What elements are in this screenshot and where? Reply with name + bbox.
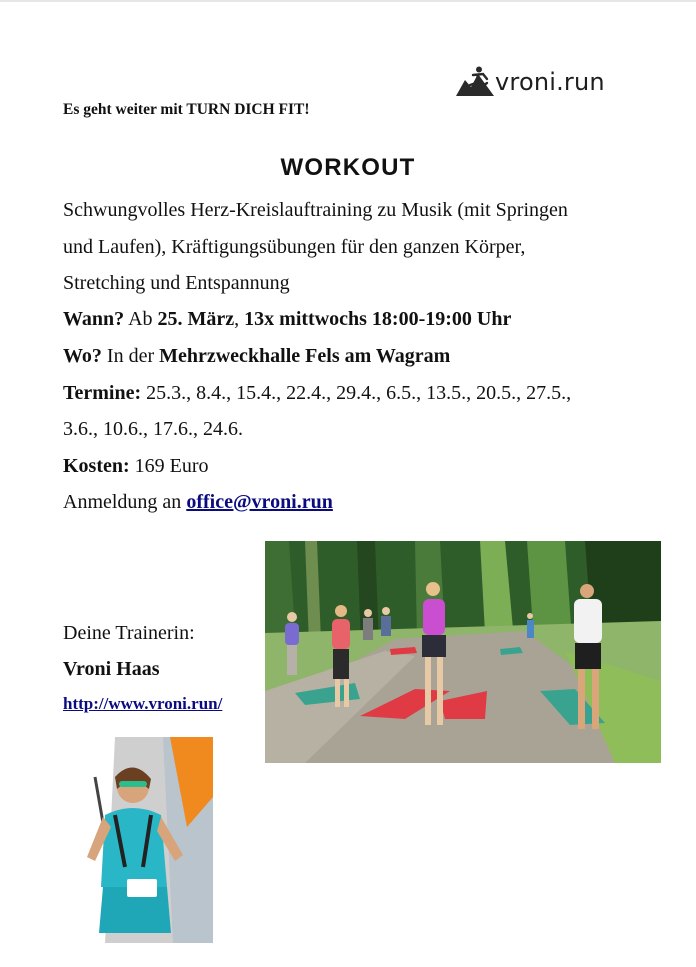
dates-line-2: 3.6., 10.6., 17.6., 24.6. — [63, 418, 243, 440]
signup-row — [63, 491, 333, 514]
trainer-label: Deine Trainerin: — [63, 622, 195, 644]
where-place: Mehrzweckhalle Fels am Wagram — [159, 345, 451, 367]
runner-mountain-icon — [456, 66, 494, 100]
intro-text: Es geht weiter mit TURN DICH FIT! — [63, 101, 310, 118]
dates-row — [63, 382, 571, 405]
group-workout-photo — [265, 541, 661, 763]
dates-label: Termine: — [63, 382, 142, 404]
logo-text: vroni.run — [495, 68, 605, 96]
brand-logo — [456, 66, 616, 100]
top-border — [0, 0, 696, 2]
description-line-3: Stretching und Entspannung — [63, 272, 290, 294]
when-schedule: 13x mittwochs 18:00-19:00 Uhr — [244, 308, 512, 330]
when-row — [63, 308, 511, 331]
when-prefix: Ab — [128, 308, 153, 330]
description-line-1: Schwungvolles Herz-Kreislauftraining zu Musik (mit Springen — [63, 199, 568, 221]
description-line-2: und Laufen), Kräftigungsübungen für den ganzen Körper, — [63, 236, 526, 258]
trainer-name: Vroni Haas — [63, 658, 160, 680]
when-label: Wann? — [63, 308, 125, 330]
dates-line-1: 25.3., 8.4., 15.4., 22.4., 29.4., 6.5., 13.5., 20.5., 27.5., — [146, 382, 572, 404]
cost-label: Kosten: — [63, 455, 130, 477]
signup-prefix: Anmeldung an — [63, 491, 182, 513]
where-row — [63, 345, 450, 368]
website-link[interactable]: http://www.vroni.run/ — [63, 694, 223, 713]
page-title: WORKOUT — [280, 154, 416, 181]
where-prefix: In der — [106, 345, 155, 367]
trainer-url-row — [63, 694, 222, 714]
where-label: Wo? — [63, 345, 102, 367]
when-date: 25. März — [157, 308, 235, 330]
trainer-portrait — [75, 737, 213, 943]
when-separator: , — [234, 308, 240, 330]
email-link[interactable]: office@vroni.run — [186, 491, 333, 513]
cost-row — [63, 455, 209, 478]
cost-value: 169 Euro — [134, 455, 209, 477]
